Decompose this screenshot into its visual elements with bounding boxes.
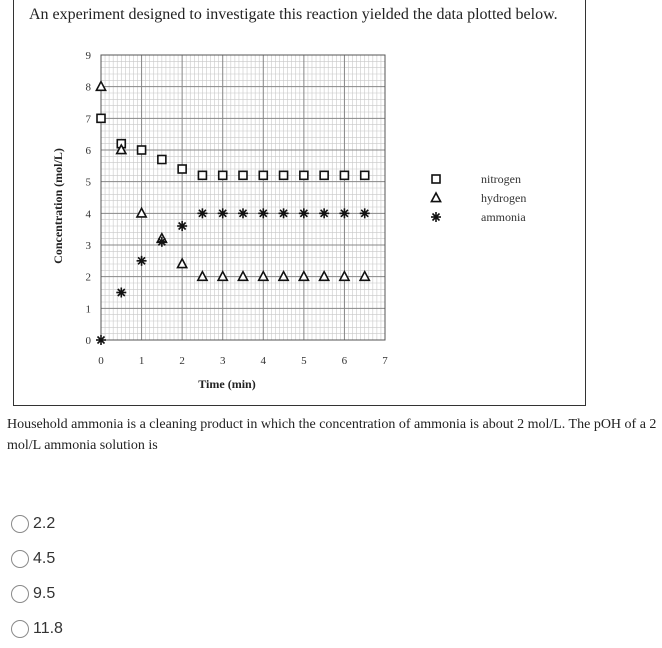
ammonia-point: [299, 208, 309, 218]
ammonia-point: [319, 208, 329, 218]
x-tick-label: 6: [341, 355, 348, 367]
hydrogen-point: [96, 82, 105, 91]
x-tick-label: 7: [382, 355, 388, 367]
ammonia-point: [339, 208, 349, 218]
grid-lines: [101, 55, 385, 340]
hydrogen-point: [178, 259, 187, 268]
y-tick-label: 8: [85, 81, 91, 94]
hydrogen-point: [137, 208, 146, 217]
y-tick-label: 5: [85, 176, 91, 189]
nitrogen-point: [340, 171, 348, 179]
hydrogen-point: [238, 272, 247, 281]
ammonia-point: [137, 256, 147, 266]
hydrogen-point: [259, 272, 268, 281]
hydrogen-point: [218, 272, 227, 281]
ammonia-point: [157, 237, 167, 247]
legend-label: hydrogen: [481, 191, 527, 205]
nitrogen-point: [259, 171, 267, 179]
ammonia-point: [279, 208, 289, 218]
nitrogen-point: [198, 171, 206, 179]
nitrogen-point: [158, 156, 166, 164]
ammonia-point: [218, 208, 228, 218]
y-tick-label: 3: [85, 240, 91, 252]
y-tick-label: 6: [85, 145, 91, 157]
option-4[interactable]: [11, 611, 63, 646]
radio-button[interactable]: [11, 515, 29, 533]
y-tick-label: 7: [85, 113, 91, 126]
x-axis-label: Time (min): [198, 377, 256, 391]
y-tick-label: 9: [85, 50, 91, 62]
plot-grid: [101, 55, 385, 340]
nitrogen-point: [320, 171, 328, 179]
option-3[interactable]: [11, 576, 63, 611]
y-axis-label: Concentration (mol/L): [51, 148, 65, 264]
legend-marker-nitrogen: [432, 175, 440, 183]
x-tick-label: 2: [179, 355, 185, 367]
ammonia-point: [197, 208, 207, 218]
option-label: 11.8: [33, 619, 63, 637]
hydrogen-point: [320, 272, 329, 281]
x-tick-label: 4: [260, 355, 267, 367]
x-tick-label: 3: [219, 355, 226, 367]
ammonia-point: [360, 208, 370, 218]
legend-label: nitrogen: [481, 172, 521, 186]
nitrogen-point: [138, 146, 146, 154]
option-label: 9.5: [33, 584, 56, 602]
radio-button[interactable]: [11, 620, 29, 638]
nitrogen-point: [361, 171, 369, 179]
question-text: Household ammonia is a cleaning product in which the concentration of ammonia is about 2 mol/L. The pOH of a 2 mol/L ammonia solution is: [7, 417, 657, 453]
x-tick-label: 1: [138, 355, 145, 367]
radio-button[interactable]: [11, 585, 29, 603]
option-label: 2.2: [33, 514, 56, 532]
y-tick-label: 4: [85, 208, 91, 221]
ammonia-point: [238, 208, 248, 218]
x-tick-label: 5: [301, 355, 307, 367]
nitrogen-point: [219, 171, 227, 179]
ammonia-point: [116, 288, 126, 298]
figure-caption: An experiment designed to investigate this reaction yielded the data plotted below.: [29, 6, 558, 23]
chart-legend: [431, 172, 526, 224]
hydrogen-point: [279, 272, 288, 281]
nitrogen-point: [280, 171, 288, 179]
option-1[interactable]: [11, 506, 63, 541]
x-tick-label: 0: [98, 355, 104, 367]
answer-options: [11, 506, 63, 646]
hydrogen-point: [198, 272, 207, 281]
y-tick-label: 1: [85, 303, 91, 316]
legend-label: ammonia: [481, 210, 526, 224]
nitrogen-point: [239, 171, 247, 179]
ammonia-point: [258, 208, 268, 218]
nitrogen-point: [178, 165, 186, 173]
nitrogen-point: [300, 171, 308, 179]
y-tick-label: 2: [85, 271, 91, 284]
ammonia-point: [96, 335, 106, 345]
y-tick-label: 0: [85, 335, 91, 347]
nitrogen-point: [97, 114, 105, 122]
radio-button[interactable]: [11, 550, 29, 568]
legend-marker-ammonia: [431, 212, 441, 222]
hydrogen-point: [360, 272, 369, 281]
option-label: 4.5: [33, 549, 56, 567]
hydrogen-point: [299, 272, 308, 281]
hydrogen-point: [340, 272, 349, 281]
option-2[interactable]: [11, 541, 63, 576]
ammonia-point: [177, 221, 187, 231]
legend-marker-hydrogen: [431, 193, 440, 202]
